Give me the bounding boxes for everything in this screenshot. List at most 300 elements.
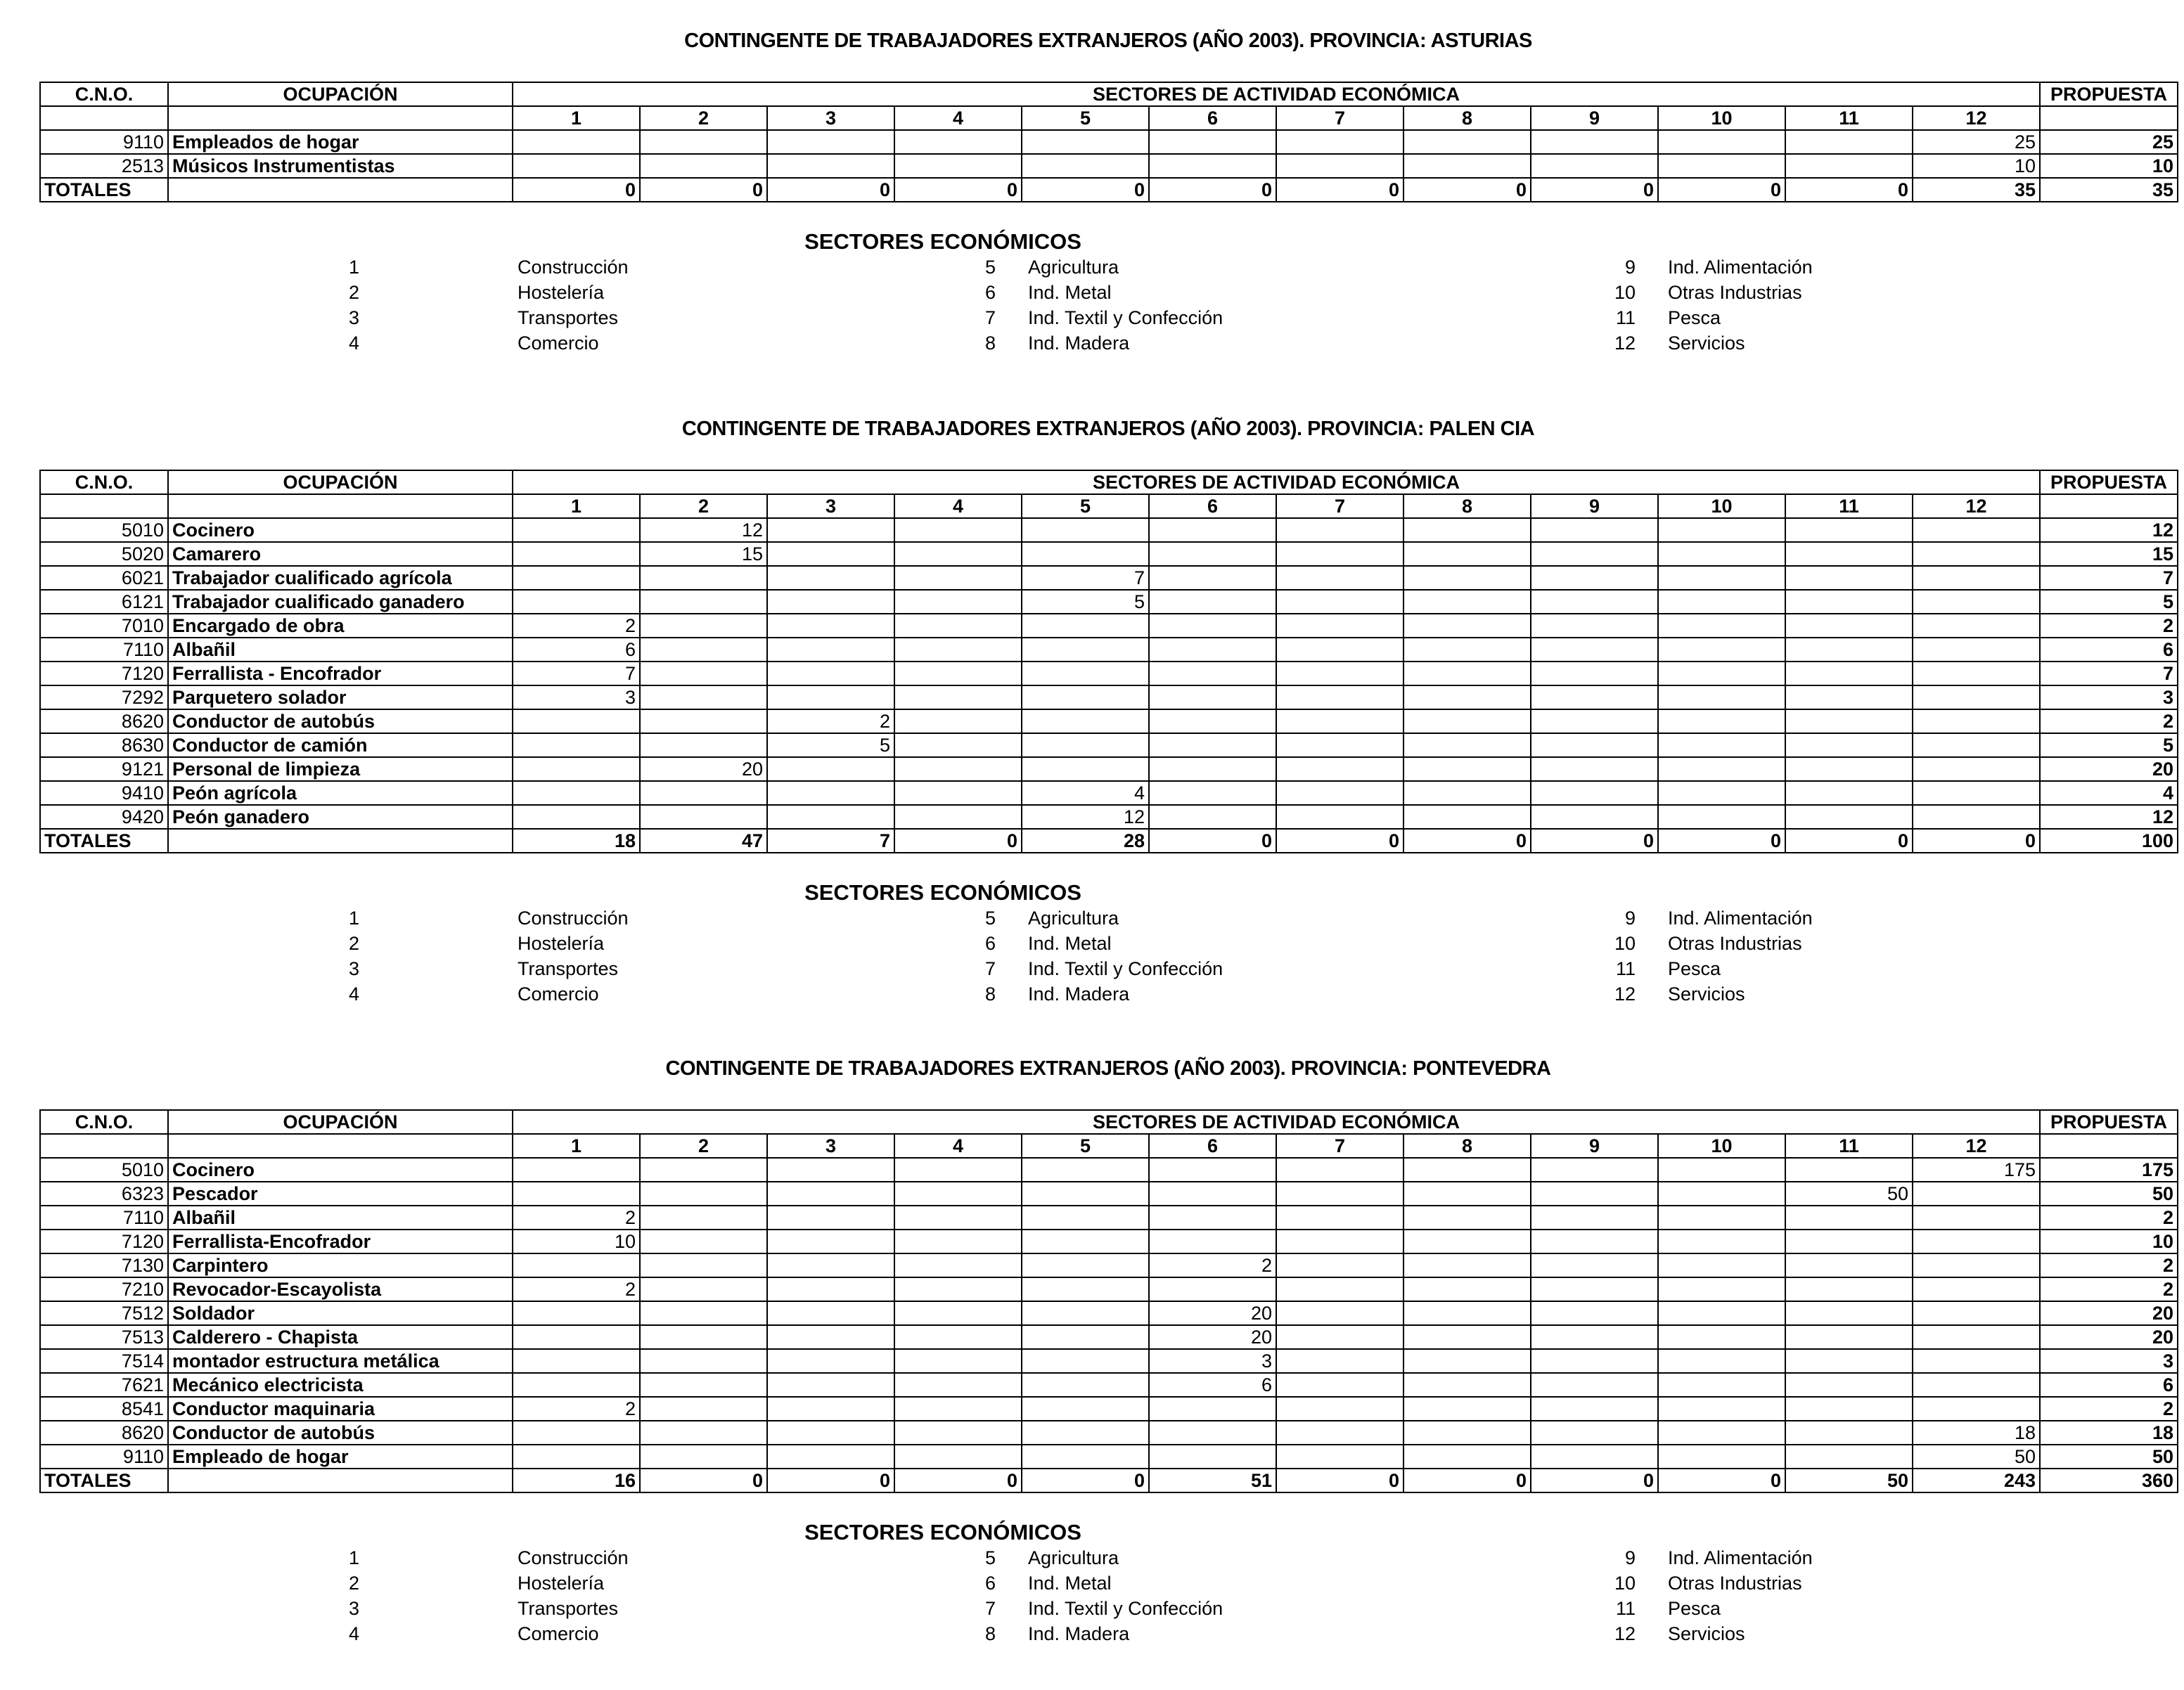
legend-sector-number: 4 — [348, 1623, 359, 1644]
cno-cell: 9121 — [40, 757, 168, 781]
sector-value-cell — [513, 154, 640, 178]
sector-number: 12 — [1913, 1134, 2040, 1158]
header-cno: C.N.O. — [40, 1110, 168, 1134]
header-row — [40, 82, 2178, 106]
sector-value-cell — [1022, 1421, 1149, 1445]
table-body — [40, 130, 2178, 202]
ocupacion-cell: Conductor maquinaria — [168, 1397, 513, 1421]
total-value-cell: 0 — [513, 178, 640, 202]
sector-value-cell — [1149, 662, 1276, 685]
legend-sector-number: 3 — [348, 958, 359, 979]
cno-cell: 6121 — [40, 590, 168, 614]
sector-value-cell — [767, 1230, 894, 1253]
sector-value-cell — [767, 638, 894, 662]
ocupacion-cell: Carpintero — [168, 1253, 513, 1277]
sector-value-cell — [640, 1325, 767, 1349]
sector-value-cell — [513, 542, 640, 566]
cno-cell: 9110 — [40, 1445, 168, 1469]
sector-value-cell — [1276, 614, 1403, 638]
sector-value-cell — [1149, 1182, 1276, 1206]
sector-value-cell — [1022, 685, 1149, 709]
sector-value-cell — [894, 1277, 1022, 1301]
sector-value-cell — [894, 1421, 1022, 1445]
table-row — [40, 1349, 2178, 1373]
sector-value-cell — [1658, 1158, 1785, 1182]
legend-sector-number: 7 — [984, 1598, 996, 1619]
sector-value-cell — [1022, 1230, 1149, 1253]
legend-sector-number: 2 — [348, 282, 359, 303]
total-value-cell: 0 — [1149, 178, 1276, 202]
propuesta-cell: 2 — [2040, 1253, 2178, 1277]
total-value-cell: 47 — [640, 829, 767, 853]
total-value-cell: 50 — [1785, 1469, 1913, 1492]
sector-value-cell — [1785, 566, 1913, 590]
ocupacion-cell: montador estructura metálica — [168, 1349, 513, 1373]
cno-cell: 6323 — [40, 1182, 168, 1206]
propuesta-cell: 25 — [2040, 130, 2178, 154]
sector-value-cell: 6 — [513, 638, 640, 662]
sector-value-cell — [1403, 709, 1531, 733]
sector-value-cell — [1658, 1373, 1785, 1397]
sector-value-cell — [640, 566, 767, 590]
sector-value-cell — [1276, 805, 1403, 829]
sector-value-cell — [767, 805, 894, 829]
total-value-cell: 0 — [1149, 829, 1276, 853]
legend-sector-number: 10 — [1614, 933, 1636, 954]
table-body — [40, 518, 2178, 853]
cno-cell: 8620 — [40, 709, 168, 733]
sector-value-cell — [894, 1349, 1022, 1373]
sector-value-cell — [894, 1253, 1022, 1277]
ocupacion-cell: Músicos Instrumentistas — [168, 154, 513, 178]
sector-value-cell — [1531, 1421, 1658, 1445]
sector-value-cell — [640, 1349, 767, 1373]
total-value-cell: 0 — [767, 1469, 894, 1492]
sector-value-cell — [894, 805, 1022, 829]
propuesta-cell: 15 — [2040, 542, 2178, 566]
legend-sector-name: Ind. Madera — [1028, 333, 1130, 354]
sector-value-cell — [1149, 781, 1276, 805]
sector-value-cell: 2 — [1149, 1253, 1276, 1277]
sector-value-cell — [1403, 566, 1531, 590]
total-value-cell: 0 — [894, 1469, 1022, 1492]
totales-label: TOTALES — [40, 829, 168, 853]
total-value-cell: 0 — [1658, 178, 1785, 202]
sector-value-cell — [1149, 542, 1276, 566]
sector-value-cell — [1531, 1158, 1658, 1182]
sector-value-cell — [513, 1253, 640, 1277]
table-row — [40, 662, 2178, 685]
table-row — [40, 566, 2178, 590]
sector-value-cell — [1531, 542, 1658, 566]
sector-value-cell — [1658, 1421, 1785, 1445]
sector-value-cell — [1531, 154, 1658, 178]
sector-value-cell — [1531, 1349, 1658, 1373]
legend-sector-name: Comercio — [518, 1623, 599, 1644]
sector-value-cell — [1022, 154, 1149, 178]
legend-sector-name: Servicios — [1668, 333, 1745, 354]
legend-sector-name: Transportes — [518, 307, 619, 328]
sector-value-cell — [513, 1349, 640, 1373]
header-propuesta: PROPUESTA — [2040, 82, 2178, 106]
cno-cell: 8541 — [40, 1397, 168, 1421]
total-value-cell: 0 — [1276, 1469, 1403, 1492]
sector-value-cell — [1913, 1230, 2040, 1253]
propuesta-cell: 3 — [2040, 685, 2178, 709]
sector-value-cell — [1785, 1397, 1913, 1421]
sector-value-cell — [1403, 1421, 1531, 1445]
legend-sector-name: Ind. Alimentación — [1668, 908, 1813, 929]
sector-value-cell — [1276, 709, 1403, 733]
sector-value-cell — [1022, 130, 1149, 154]
section-palencia — [39, 415, 2177, 1005]
legend-sector-number: 5 — [984, 1547, 996, 1568]
header-ocupacion: OCUPACIÓN — [168, 1110, 513, 1134]
ocupacion-cell: Albañil — [168, 638, 513, 662]
sector-value-cell — [1785, 781, 1913, 805]
total-value-cell: 28 — [1022, 829, 1149, 853]
section-title: CONTINGENTE DE TRABAJADORES EXTRANJEROS (AÑO 2003). PROVINCIA: PONTEVEDRA — [665, 1057, 1551, 1080]
total-value-cell: 0 — [640, 1469, 767, 1492]
sector-value-cell — [1913, 1206, 2040, 1230]
header-sectores: SECTORES DE ACTIVIDAD ECONÓMICA — [513, 470, 2040, 494]
sector-value-cell — [894, 638, 1022, 662]
sector-value-cell — [513, 781, 640, 805]
sector-value-cell — [894, 1397, 1022, 1421]
sector-value-cell — [1149, 757, 1276, 781]
sector-value-cell: 2 — [513, 1206, 640, 1230]
sector-number: 4 — [894, 494, 1022, 518]
legend-sector-number: 11 — [1615, 958, 1636, 979]
legend-title: SECTORES ECONÓMICOS — [804, 229, 1081, 254]
sector-value-cell — [640, 733, 767, 757]
sector-value-cell: 18 — [1913, 1421, 2040, 1445]
sector-value-cell — [894, 542, 1022, 566]
ocupacion-cell: Revocador-Escayolista — [168, 1277, 513, 1301]
sector-value-cell — [1531, 757, 1658, 781]
sector-value-cell — [1658, 542, 1785, 566]
sector-value-cell — [1913, 638, 2040, 662]
legend-sector-name: Ind. Textil y Confección — [1028, 307, 1223, 328]
sector-value-cell — [1913, 1301, 2040, 1325]
cno-cell: 9410 — [40, 781, 168, 805]
sector-number: 10 — [1658, 1134, 1785, 1158]
sector-value-cell — [1276, 685, 1403, 709]
sector-number: 11 — [1785, 494, 1913, 518]
table-row — [40, 154, 2178, 178]
cno-cell: 7130 — [40, 1253, 168, 1277]
propuesta-cell: 5 — [2040, 590, 2178, 614]
sector-value-cell — [640, 1206, 767, 1230]
legend-sector-name: Ind. Metal — [1028, 933, 1112, 954]
total-value-cell: 0 — [1276, 829, 1403, 853]
total-value-cell: 0 — [1403, 1469, 1531, 1492]
sector-value-cell — [1785, 805, 1913, 829]
legend-sector-number: 4 — [348, 983, 359, 1005]
legend-sector-number: 11 — [1615, 307, 1636, 328]
sector-value-cell — [513, 1325, 640, 1349]
ocupacion-cell: Cocinero — [168, 1158, 513, 1182]
table-row — [40, 1445, 2178, 1469]
sector-value-cell — [1276, 1206, 1403, 1230]
sector-value-cell — [1403, 1230, 1531, 1253]
sector-value-cell — [767, 1182, 894, 1206]
table-row — [40, 757, 2178, 781]
sector-number: 1 — [513, 106, 640, 130]
table-row — [40, 1158, 2178, 1182]
table-row — [40, 685, 2178, 709]
sector-value-cell — [1658, 1230, 1785, 1253]
legend-sector-number: 11 — [1615, 1598, 1636, 1619]
sector-value-cell — [894, 1445, 1022, 1469]
sector-value-cell — [640, 614, 767, 638]
sector-value-cell — [1785, 662, 1913, 685]
sector-value-cell — [1785, 1301, 1913, 1325]
sector-number: 5 — [1022, 1134, 1149, 1158]
total-value-cell: 51 — [1149, 1469, 1276, 1492]
sector-value-cell — [1913, 757, 2040, 781]
sector-value-cell — [640, 781, 767, 805]
sector-value-cell — [1276, 130, 1403, 154]
sector-number: 8 — [1403, 106, 1531, 130]
sector-value-cell — [1913, 662, 2040, 685]
sector-value-cell: 25 — [1913, 130, 2040, 154]
sector-value-cell — [513, 1445, 640, 1469]
sector-value-cell — [1913, 1349, 2040, 1373]
sector-value-cell — [1913, 781, 2040, 805]
sector-value-cell — [1531, 685, 1658, 709]
sector-value-cell — [894, 781, 1022, 805]
ocupacion-cell: Encargado de obra — [168, 614, 513, 638]
sector-value-cell — [767, 1206, 894, 1230]
sector-value-cell — [1531, 1373, 1658, 1397]
sector-number: 4 — [894, 1134, 1022, 1158]
total-value-cell: 0 — [1276, 178, 1403, 202]
sector-value-cell — [1022, 1349, 1149, 1373]
cno-cell: 5010 — [40, 518, 168, 542]
total-value-cell: 0 — [1531, 829, 1658, 853]
sector-value-cell — [1276, 662, 1403, 685]
sector-value-cell — [1531, 662, 1658, 685]
sector-value-cell — [1785, 733, 1913, 757]
sector-value-cell — [894, 1230, 1022, 1253]
legend-sector-name: Pesca — [1668, 958, 1721, 979]
sector-value-cell — [1022, 1253, 1149, 1277]
cno-cell: 7110 — [40, 638, 168, 662]
sector-value-cell — [894, 1158, 1022, 1182]
legend-sector-name: Ind. Textil y Confección — [1028, 958, 1223, 979]
total-value-cell: 243 — [1913, 1469, 2040, 1492]
sector-value-cell: 12 — [1022, 805, 1149, 829]
cno-cell: 5020 — [40, 542, 168, 566]
total-value-cell: 7 — [767, 829, 894, 853]
sector-value-cell — [513, 590, 640, 614]
total-value-cell: 0 — [1913, 829, 2040, 853]
sector-value-cell — [1276, 1301, 1403, 1325]
table-body — [40, 1158, 2178, 1492]
propuesta-cell: 18 — [2040, 1421, 2178, 1445]
legend-sector-name: Construcción — [518, 1547, 629, 1568]
sector-value-cell — [1531, 709, 1658, 733]
header-sectores: SECTORES DE ACTIVIDAD ECONÓMICA — [513, 1110, 2040, 1134]
sector-value-cell — [1785, 1206, 1913, 1230]
legend-sector-number: 9 — [1624, 1547, 1636, 1568]
sector-value-cell: 5 — [1022, 590, 1149, 614]
sector-value-cell — [1403, 1253, 1531, 1277]
sector-value-cell — [1276, 590, 1403, 614]
total-value-cell: 16 — [513, 1469, 640, 1492]
sector-number: 5 — [1022, 494, 1149, 518]
legend-title: SECTORES ECONÓMICOS — [804, 1520, 1081, 1544]
sector-value-cell — [640, 709, 767, 733]
sector-value-cell — [894, 662, 1022, 685]
sector-value-cell — [1913, 1325, 2040, 1349]
sector-value-cell — [1149, 518, 1276, 542]
contingent-table — [39, 470, 2178, 853]
sector-value-cell — [1658, 1349, 1785, 1373]
sector-value-cell — [894, 614, 1022, 638]
sector-value-cell: 7 — [1022, 566, 1149, 590]
totals-row — [40, 829, 2178, 853]
sector-value-cell — [513, 805, 640, 829]
sector-value-cell — [1531, 805, 1658, 829]
sector-value-cell — [1022, 709, 1149, 733]
sector-value-cell — [1658, 662, 1785, 685]
table-row — [40, 638, 2178, 662]
sector-value-cell — [767, 1158, 894, 1182]
total-value-cell: 0 — [1658, 829, 1785, 853]
ocupacion-cell: Empleados de hogar — [168, 130, 513, 154]
sector-value-cell: 20 — [1149, 1325, 1276, 1349]
sector-value-cell — [1403, 1206, 1531, 1230]
cno-cell: 7120 — [40, 1230, 168, 1253]
sector-value-cell — [1149, 154, 1276, 178]
contingent-table — [39, 1109, 2178, 1493]
header-row — [40, 470, 2178, 494]
cno-cell: 7210 — [40, 1277, 168, 1301]
table-row — [40, 542, 2178, 566]
sector-value-cell — [1658, 757, 1785, 781]
sector-value-cell — [513, 1182, 640, 1206]
sector-value-cell — [894, 518, 1022, 542]
sector-value-cell — [1022, 1301, 1149, 1325]
sector-value-cell — [513, 518, 640, 542]
sector-value-cell — [894, 1182, 1022, 1206]
sector-number: 3 — [767, 1134, 894, 1158]
sector-number: 7 — [1276, 1134, 1403, 1158]
sector-value-cell — [1149, 733, 1276, 757]
sector-value-cell — [513, 1301, 640, 1325]
ocupacion-cell: Personal de limpieza — [168, 757, 513, 781]
sector-value-cell — [1658, 805, 1785, 829]
legend-sector-number: 5 — [984, 257, 996, 278]
sector-value-cell — [1531, 1253, 1658, 1277]
legend-sector-number: 7 — [984, 958, 996, 979]
sector-number: 3 — [767, 106, 894, 130]
sector-number: 1 — [513, 1134, 640, 1158]
sector-value-cell — [1658, 130, 1785, 154]
cno-cell: 9110 — [40, 130, 168, 154]
sector-value-cell — [1785, 130, 1913, 154]
sector-number: 8 — [1403, 1134, 1531, 1158]
header-ocupacion: OCUPACIÓN — [168, 470, 513, 494]
sector-value-cell — [1785, 757, 1913, 781]
sector-value-cell: 2 — [767, 709, 894, 733]
sector-value-cell — [1785, 518, 1913, 542]
cno-cell: 2513 — [40, 154, 168, 178]
sector-value-cell — [1276, 542, 1403, 566]
sector-number: 12 — [1913, 494, 2040, 518]
sector-number: 6 — [1149, 1134, 1276, 1158]
totales-label: TOTALES — [40, 1469, 168, 1492]
sector-value-cell — [1913, 805, 2040, 829]
sector-value-cell — [640, 154, 767, 178]
header-sectores: SECTORES DE ACTIVIDAD ECONÓMICA — [513, 82, 2040, 106]
sector-value-cell — [1403, 1397, 1531, 1421]
sector-value-cell — [894, 154, 1022, 178]
sector-value-cell — [1149, 1421, 1276, 1445]
ocupacion-cell: Calderero - Chapista — [168, 1325, 513, 1349]
table-row — [40, 1206, 2178, 1230]
sector-value-cell — [1149, 1158, 1276, 1182]
legend-sector-number: 7 — [984, 307, 996, 328]
propuesta-cell: 7 — [2040, 566, 2178, 590]
sector-value-cell — [1658, 1277, 1785, 1301]
table-row — [40, 709, 2178, 733]
sector-value-cell — [1403, 542, 1531, 566]
ocupacion-cell: Conductor de autobús — [168, 1421, 513, 1445]
sector-value-cell — [767, 781, 894, 805]
total-value-cell: 0 — [1785, 829, 1913, 853]
sector-value-cell — [1658, 154, 1785, 178]
sector-number: 9 — [1531, 494, 1658, 518]
sector-value-cell: 3 — [513, 685, 640, 709]
sector-value-cell — [640, 1445, 767, 1469]
sector-value-cell — [1658, 1182, 1785, 1206]
sector-value-cell — [1531, 733, 1658, 757]
sector-value-cell — [1403, 1445, 1531, 1469]
sector-value-cell — [1531, 1397, 1658, 1421]
sector-value-cell — [767, 542, 894, 566]
sector-value-cell — [1658, 1325, 1785, 1349]
total-propuesta-cell: 360 — [2040, 1469, 2178, 1492]
sector-value-cell — [1022, 1206, 1149, 1230]
sector-value-cell — [1403, 1349, 1531, 1373]
sector-value-cell — [1531, 638, 1658, 662]
sector-value-cell — [1785, 1277, 1913, 1301]
table-row — [40, 805, 2178, 829]
sector-number: 10 — [1658, 106, 1785, 130]
sector-value-cell — [767, 1397, 894, 1421]
sector-value-cell — [640, 1253, 767, 1277]
cno-cell: 8620 — [40, 1421, 168, 1445]
table-row — [40, 1277, 2178, 1301]
cno-cell: 7513 — [40, 1325, 168, 1349]
table-row — [40, 733, 2178, 757]
sector-value-cell — [1531, 1301, 1658, 1325]
total-value-cell: 0 — [894, 829, 1022, 853]
sector-value-cell — [1022, 518, 1149, 542]
sector-value-cell — [1785, 685, 1913, 709]
sector-value-cell — [1785, 1158, 1913, 1182]
table-row — [40, 1230, 2178, 1253]
sector-value-cell — [1276, 1158, 1403, 1182]
sector-value-cell — [894, 1301, 1022, 1325]
sector-value-cell: 10 — [1913, 154, 2040, 178]
sector-value-cell — [640, 1230, 767, 1253]
sector-value-cell — [1403, 1373, 1531, 1397]
sector-number: 6 — [1149, 106, 1276, 130]
